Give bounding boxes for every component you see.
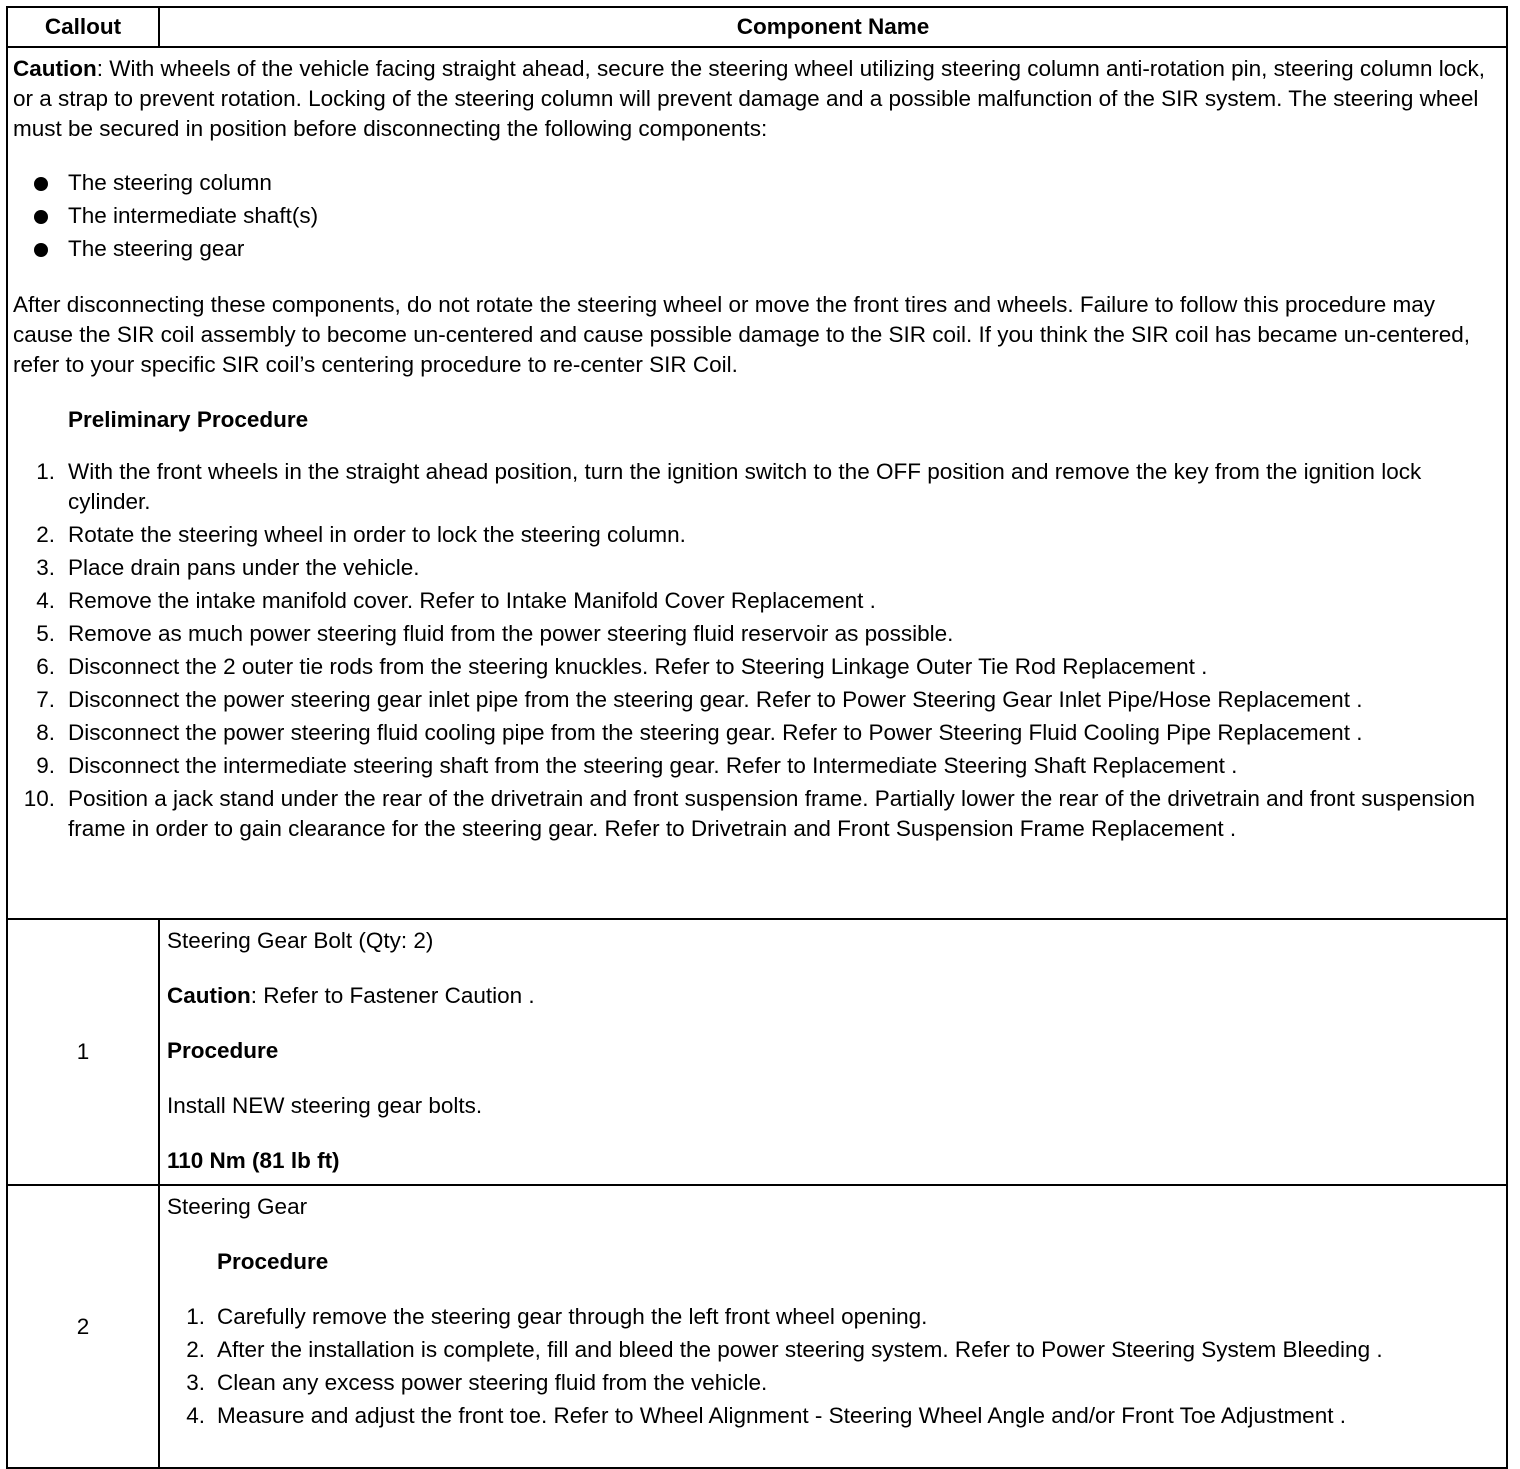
step-number: 6. [36, 654, 55, 679]
caution-label: Caution [13, 56, 97, 81]
callout-cell: 1 [7, 919, 159, 1185]
after-disconnect-paragraph: After disconnecting these components, do not rotate the steering wheel or move the front tires and wheels. Failure to follow this procedure may cause the SIR coil assembly to become un-centered and cause possible damage to the SIR coil. If you think the SIR coil has became un-centered, refer to your specific SIR coil’s centering procedure to re-center SIR Coil. [13, 292, 1471, 377]
table-row [7, 1185, 1507, 1468]
list-item [167, 1302, 1500, 1332]
component-table [6, 6, 1508, 1469]
caution-cell [7, 47, 1507, 919]
step-text: Disconnect the power steering gear inlet pipe from the steering gear. Refer to Power Steering Gear Inlet Pipe/Hose Replacement . [68, 687, 1363, 712]
step-number: 2. [186, 1337, 205, 1362]
component-name: Steering Gear Bolt (Qty: 2) [167, 928, 434, 953]
caution-text: : Refer to Fastener Caution . [250, 983, 535, 1008]
step-text: Place drain pans under the vehicle. [68, 555, 420, 580]
step-text: Remove as much power steering fluid from the power steering fluid reservoir as possible. [68, 621, 954, 646]
step-number: 7. [36, 687, 55, 712]
procedure-steps-list [167, 1302, 1500, 1431]
caution-label: Caution [167, 983, 251, 1008]
list-item [13, 784, 1500, 844]
step-number: 2. [36, 522, 55, 547]
list-item [13, 457, 1500, 517]
list-item [13, 619, 1500, 649]
step-text: Remove the intake manifold cover. Refer to Intake Manifold Cover Replacement . [68, 588, 876, 613]
list-item [13, 751, 1500, 781]
step-text: Disconnect the power steering fluid cooling pipe from the steering gear. Refer to Power Steering Fluid Cooling Pipe Replacement . [68, 720, 1363, 745]
step-text: Disconnect the intermediate steering shaft from the steering gear. Refer to Intermediate Steering Shaft Replacement . [68, 753, 1238, 778]
caution-text: : With wheels of the vehicle facing straight ahead, secure the steering wheel utilizing steering column anti-rotation pin, steering column lock, or a strap to prevent rotation. Locking of the steering column will prevent damage and a possible malfunction of the SIR system. The steering wheel must be secured in position before disconnecting the following components: [13, 56, 1485, 141]
preliminary-steps-list [13, 457, 1500, 844]
torque-spec: 110 Nm (81 lb ft) [167, 1148, 340, 1173]
step-number: 1. [36, 459, 55, 484]
header-callout: Callout [7, 7, 159, 47]
step-text: Measure and adjust the front toe. Refer to Wheel Alignment - Steering Wheel Angle and/or Front Toe Adjustment . [217, 1403, 1346, 1428]
step-number: 5. [36, 621, 55, 646]
list-item [167, 1401, 1500, 1431]
list-item: The steering column [13, 166, 1500, 199]
component-bullet-list [13, 166, 1500, 265]
list-item [13, 718, 1500, 748]
step-number: 4. [36, 588, 55, 613]
step-text: Disconnect the 2 outer tie rods from the steering knuckles. Refer to Steering Linkage Outer Tie Rod Replacement . [68, 654, 1208, 679]
list-item [13, 685, 1500, 715]
list-item: The intermediate shaft(s) [13, 199, 1500, 232]
step-number: 10. [23, 786, 55, 811]
list-item [13, 586, 1500, 616]
step-text: Position a jack stand under the rear of the drivetrain and front suspension frame. Partially lower the rear of the drivetrain and front suspension frame in order to gain clearance for the steering gear. Refer to Drivetrain and Front Suspension Frame Replacement . [68, 786, 1476, 841]
step-text: With the front wheels in the straight ahead position, turn the ignition switch to the OFF position and remove the key from the ignition lock cylinder. [68, 459, 1422, 514]
table-header-row [7, 7, 1507, 47]
procedure-heading: Procedure [167, 1038, 279, 1063]
step-text: After the installation is complete, fill and bleed the power steering system. Refer to Power Steering System Bleeding . [217, 1337, 1383, 1362]
step-text: Rotate the steering wheel in order to lock the steering column. [68, 522, 686, 547]
header-component-name: Component Name [159, 7, 1507, 47]
step-text: Clean any excess power steering fluid from the vehicle. [217, 1370, 768, 1395]
list-item [13, 553, 1500, 583]
step-number: 8. [36, 720, 55, 745]
preliminary-procedure-heading: Preliminary Procedure [68, 407, 309, 432]
step-number: 3. [36, 555, 55, 580]
list-item [13, 652, 1500, 682]
list-item: The steering gear [13, 232, 1500, 265]
component-cell [159, 919, 1507, 1185]
list-item [167, 1335, 1500, 1365]
component-cell [159, 1185, 1507, 1468]
step-number: 3. [186, 1370, 205, 1395]
list-item [167, 1368, 1500, 1398]
component-name: Steering Gear [167, 1194, 308, 1219]
table-row [7, 919, 1507, 1185]
procedure-heading: Procedure [217, 1249, 329, 1274]
step-number: 4. [186, 1403, 205, 1428]
step-number: 1. [186, 1304, 205, 1329]
step-text: Carefully remove the steering gear through the left front wheel opening. [217, 1304, 928, 1329]
list-item [13, 520, 1500, 550]
caution-paragraph [13, 54, 1500, 144]
step-number: 9. [36, 753, 55, 778]
fastener-caution [167, 981, 1500, 1011]
procedure-instruction: Install NEW steering gear bolts. [167, 1093, 483, 1118]
callout-cell: 2 [7, 1185, 159, 1468]
caution-row [7, 47, 1507, 919]
